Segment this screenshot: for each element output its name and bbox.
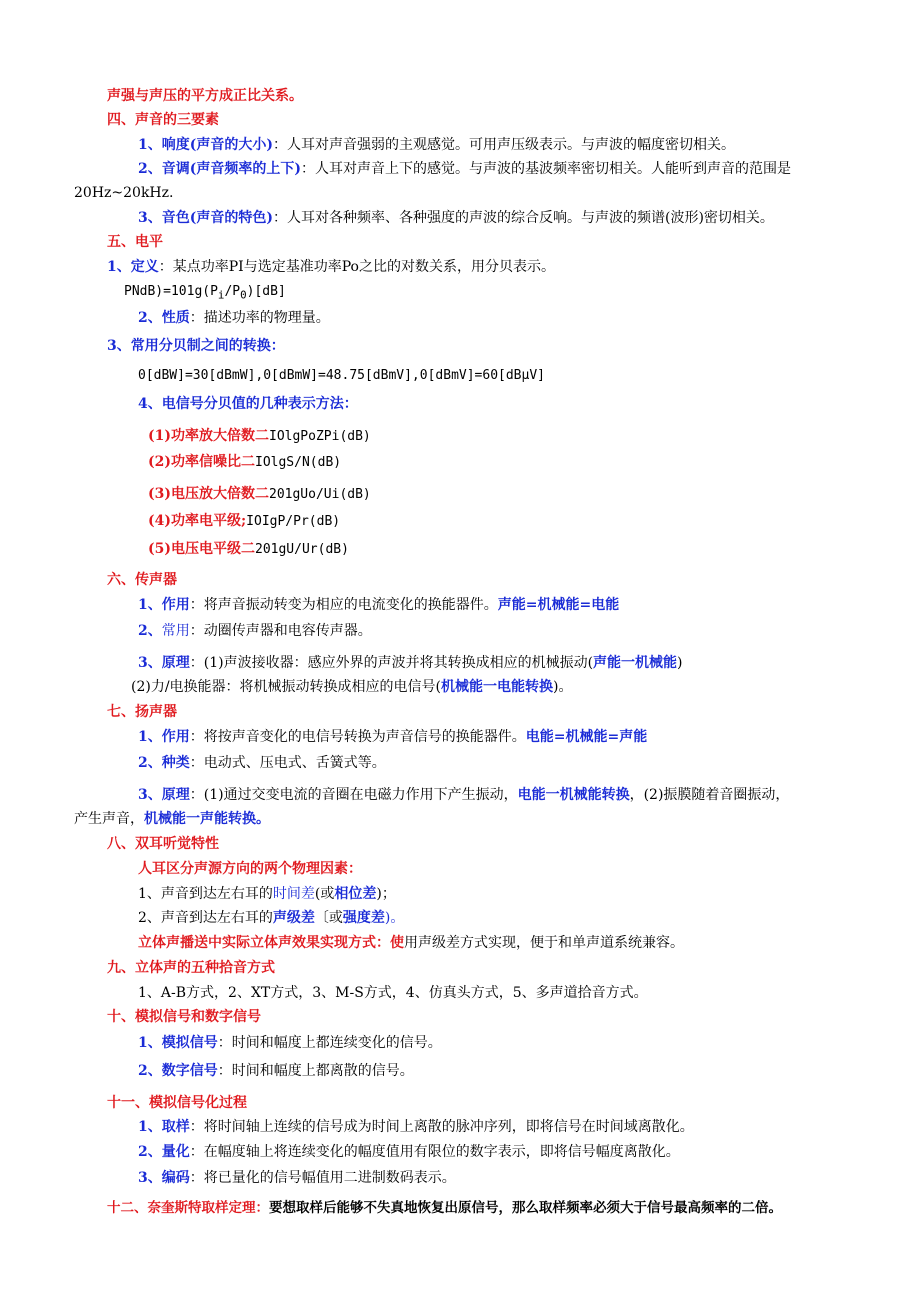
text-line [138,859,362,879]
text-line [138,1142,680,1162]
highlight: 机械能一电能转换 [441,679,554,695]
list-item [148,511,340,532]
item-label: (1)功率放大倍数二 [148,428,269,444]
heading-text: 八、双耳听觉特性 [107,836,219,852]
highlight: 时间差 [272,886,315,902]
item-number: 1、 [138,137,162,153]
text-span: ：动圈传声器和电容传声器。 [189,623,372,639]
text-line [138,753,386,773]
text-line [107,336,285,356]
formula-text: IOlgS/N(dB) [255,455,342,470]
list-item [148,539,349,560]
text-span: 产生声音， [74,811,144,827]
list-item [148,452,341,473]
text-span: ：电动式、压电式、舌簧式等。 [189,755,386,771]
theorem-text: 要想取样后能够不失真地恢复出原信号，那么取样频率必须大于信号最高频率的二倍。 [269,1200,782,1216]
highlight: 声级差 [272,910,315,926]
term: 音调(声音频率的上下) [161,161,301,177]
item-label: (4)功率电平级; [148,513,247,529]
term: 数字信号 [161,1063,218,1079]
heading-text: 七、扬声器 [107,704,177,720]
text-line [138,1168,456,1188]
text-line [138,933,684,953]
text-span: ：(1)通过交变电流的音圈在电磁力作用下产生振动， [189,787,518,803]
item-number: 1、 [138,597,162,613]
text-line [138,394,358,414]
text-line [138,653,683,673]
text-span: ：人耳对声音上下的感觉。与声波的基波频率密切相关。人能听到声音的范围是 [301,161,791,177]
text-line [138,159,791,179]
text-span: ) [677,655,683,671]
text-span: ：(1)声波接收器：感应外界的声波并将其转换成相应的机械振动( [189,655,594,671]
text-line [138,595,619,615]
highlight: 电能一机械能转换 [517,787,630,803]
highlight: 机械能一声能转换。 [144,811,270,827]
text-line [138,727,647,747]
text-span: 声强与声压的平方成正比关系。 [107,88,303,104]
item-number: 3、 [138,787,162,803]
text-span: (或 [314,886,335,902]
section-heading [107,834,219,854]
text-line [138,1061,414,1081]
text-line [138,983,648,1003]
heading-text: 十一、模拟信号化过程 [107,1095,247,1111]
subheading: 3、常用分贝制之间的转换： [107,338,285,354]
term: 定义 [130,259,159,275]
text-line [107,257,555,277]
text-span: 1、声音到达左右耳的 [138,886,273,902]
text-span: )。 [384,910,405,926]
text-span: 用声级差方式实现，便于和单声道系统兼容。 [404,935,684,951]
subscript: 0 [240,288,247,302]
section-heading [107,232,163,252]
text-line [74,183,173,203]
item-number: 2、 [138,1144,162,1160]
section-heading [107,1007,261,1027]
text-span: ：人耳对各种频率、各种强度的声波的综合反响。与声波的频谱(波形)密切相关。 [273,210,774,226]
item-number: 3、 [138,1170,162,1186]
section-heading [107,1093,247,1113]
section-heading [107,1198,782,1218]
section-heading [107,570,177,590]
section-heading [107,110,219,130]
formula-text: 201gUo/Ui(dB) [269,487,371,502]
text-span: ：某点功率PI与选定基准功率Po之比的对数关系，用分贝表示。 [158,259,555,275]
text-span: 2、声音到达左右耳的 [138,910,273,926]
term: 常用 [161,623,190,639]
term: 量化 [161,1144,190,1160]
text-line [138,884,396,904]
text-line [138,1117,694,1137]
text-line [138,908,404,928]
text-span: ：在幅度轴上将连续变化的幅度值用有限位的数字表示，即将信号幅度离散化。 [189,1144,680,1160]
text-line [138,308,330,328]
text-span: ：将已量化的信号幅值用二进制数码表示。 [189,1170,456,1186]
term: 作用 [161,597,190,613]
term: 响度(声音的大小) [161,137,273,153]
text-span: ：将按声音变化的电信号转换为声音信号的换能器件。 [189,729,526,745]
formula-line [138,366,545,386]
formula-text: )[dB] [246,284,286,299]
formula-text: 201gU/Ur(dB) [255,542,349,557]
heading-text: 十二、奈奎斯特取样定理： [107,1200,269,1216]
item-number: 1、 [107,259,131,275]
text-span: ：将声音振动转变为相应的电流变化的换能器件。 [189,597,498,613]
item-number: 3、 [138,210,162,226]
text-line [138,135,735,155]
text-span: ，(2)振膜随着音圈振动， [629,787,790,803]
text-span: 1、A-B方式，2、XT方式，3、M-S方式，4、仿真头方式，5、多声道拾音方式。 [138,985,648,1001]
subheading: 4、电信号分贝值的几种表示方法： [138,396,358,412]
text-span: (2)力/电换能器：将机械振动转换成相应的电信号( [131,679,442,695]
subscript: i [217,288,225,302]
text-line [138,785,789,805]
item-number: 1、 [138,729,162,745]
highlight: 声能=机械能=电能 [497,597,620,613]
term: 种类 [161,755,190,771]
formula-line [124,282,286,306]
text-span: ：时间和幅度上都连续变化的信号。 [217,1035,442,1051]
text-span: )。 [553,679,573,695]
item-number: 1、 [138,1119,162,1135]
item-label: (2)功率信噪比二 [148,454,255,470]
text-line [138,621,372,641]
term: 作用 [161,729,190,745]
item-label: (3)电压放大倍数二 [148,486,269,502]
text-line [74,809,270,829]
text-span: )； [376,886,396,902]
formula-text: /P [224,284,241,299]
formula-text: PNdB)=101g(P [124,284,218,299]
term: 性质 [161,310,190,326]
heading-text: 四、声音的三要素 [107,112,219,128]
text-span: ：人耳对声音强弱的主观感觉。可用声压级表示。与声波的幅度密切相关。 [273,137,735,153]
item-number: 2、 [138,310,162,326]
term: 模拟信号 [161,1035,218,1051]
list-item [148,484,371,505]
heading-text: 九、立体声的五种拾音方式 [107,960,275,976]
heading-text: 六、传声器 [107,572,177,588]
subheading: 立体声播送中实际立体声效果实现方式：使 [138,935,404,951]
text-span: 〔或 [314,910,343,926]
item-number: 3、 [138,655,162,671]
subheading: 人耳区分声源方向的两个物理因素： [138,861,362,877]
item-number: 2、 [138,623,162,639]
term: 原理 [161,787,190,803]
item-label: (5)电压电平级二 [148,541,255,557]
formula-text: IOIgP/Pr(dB) [246,514,341,529]
list-item [148,426,371,447]
term: 原理 [161,655,190,671]
text-line [107,86,303,106]
item-number: 1、 [138,1035,162,1051]
text-span: ：将时间轴上连续的信号成为时间上离散的脉冲序列，即将信号在时间域离散化。 [189,1119,694,1135]
text-span: ：描述功率的物理量。 [189,310,330,326]
highlight: 强度差 [342,910,385,926]
section-heading [107,958,275,978]
formula-text: IOlgPoZPi(dB) [269,429,371,444]
term: 取样 [161,1119,190,1135]
text-span: ：时间和幅度上都离散的信号。 [217,1063,414,1079]
term: 编码 [161,1170,190,1186]
heading-text: 十、模拟信号和数字信号 [107,1009,261,1025]
item-number: 2、 [138,755,162,771]
section-heading [107,702,177,722]
text-line [138,1033,442,1053]
formula-text: 0[dBW]=30[dBmW],0[dBmW]=48.75[dBmV],0[dBmV]=60[dBμV] [138,368,545,383]
highlight: 电能=机械能=声能 [525,729,648,745]
text-span: 20Hz~20kHz. [74,185,174,201]
highlight: 声能一机械能 [593,655,678,671]
text-line [131,677,572,697]
text-line [138,208,774,228]
heading-text: 五、电平 [107,234,163,250]
item-number: 2、 [138,161,162,177]
highlight: 相位差 [334,886,377,902]
item-number: 2、 [138,1063,162,1079]
term: 音色(声音的特色) [161,210,273,226]
